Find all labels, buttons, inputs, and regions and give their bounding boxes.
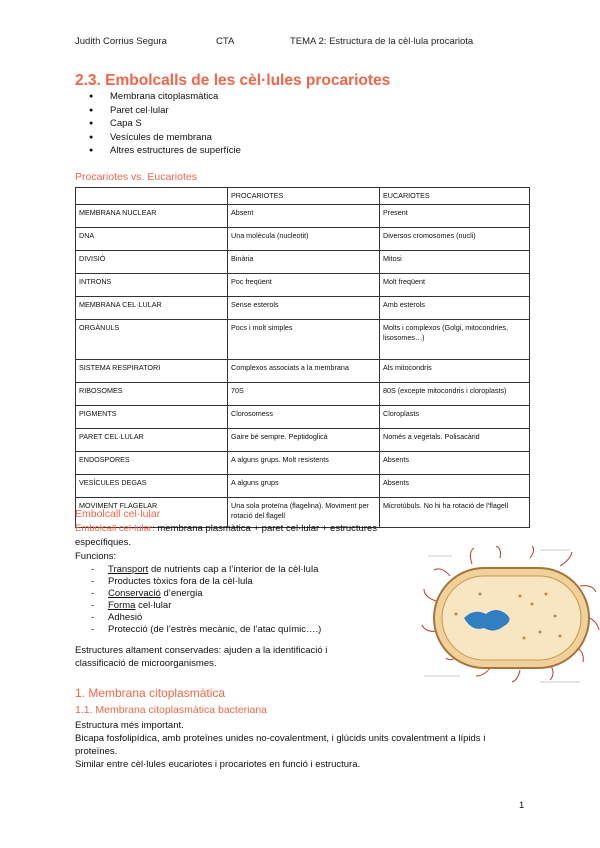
header-topic: TEMA 2: Estructura de la cèl·lula procariota xyxy=(290,36,474,47)
table-cell: Present xyxy=(380,205,530,228)
row-label-cell: SISTEMA RESPIRATORI xyxy=(76,360,228,383)
bacterial-cell-figure xyxy=(420,546,600,686)
table-cell: Clorosomess xyxy=(228,406,380,429)
list-item: ● Paret cel·lular xyxy=(92,104,241,118)
functions-list xyxy=(91,564,321,636)
function-keyword: Conservació xyxy=(108,588,161,599)
function-text: Adhesió xyxy=(108,612,143,623)
table-row xyxy=(76,274,530,297)
list-item xyxy=(91,576,321,588)
table-cell: Cloroplasts xyxy=(380,406,530,429)
table-cell: Una sola proteïna (flagelina). Moviment per rotació del flagell xyxy=(228,498,380,528)
table-cell: Poc freqüent xyxy=(228,274,380,297)
function-keyword: Forma xyxy=(108,600,136,611)
list-item xyxy=(91,600,321,612)
membrane-line-4: Similar entre cèl·lules eucariotes i procariotes en funció i estructura. xyxy=(75,759,361,770)
row-label-cell: INTRONS xyxy=(76,274,228,297)
membrane-line-1: Estructura més important. xyxy=(75,720,184,731)
definition-label: Embolcall cel·lular: xyxy=(75,523,155,534)
envelope-definition xyxy=(75,523,377,535)
section-title: 2.3. Embolcalls de les cèl·lules procariotes xyxy=(75,72,391,89)
table-cell: 80S (excepte mitocondris i cloroplasts) xyxy=(380,383,530,406)
table-row xyxy=(76,320,530,360)
table-row xyxy=(76,406,530,429)
table-header-cell: PROCARIOTES xyxy=(228,188,380,205)
table-cell: Una molècula (nucleotit) xyxy=(228,228,380,251)
function-text: de nutrients cap a l’interior de la cèl·lula xyxy=(148,564,319,575)
table-cell: A alguns grups. Molt resistents xyxy=(228,452,380,475)
list-item: ● Altres estructures de superfície xyxy=(92,144,241,158)
membrane-heading: 1. Membrana citoplasmàtica xyxy=(75,686,226,700)
row-label-cell: PIGMENTS xyxy=(76,406,228,429)
function-text: cel·lular xyxy=(135,600,172,611)
list-item: ● Membrana citoplasmàtica xyxy=(92,90,241,104)
function-text: d’energia xyxy=(160,588,203,599)
conserved-line-2: classificació de microorganismes. xyxy=(75,658,217,669)
definition-text-cont: específiques. xyxy=(75,537,131,548)
functions-label: Funcions: xyxy=(75,551,117,562)
list-item xyxy=(91,564,321,576)
membrane-line-2: Bicapa fosfolipídica, amb proteïnes unides no-covalentment, i glúcids units covalentment a lípids i xyxy=(75,733,486,744)
table-cell: A alguns grups xyxy=(228,475,380,498)
membrane-subheading: 1.1. Membrana citoplasmàtica bacteriana xyxy=(75,704,268,716)
table-cell: Gaire bé sempre. Peptidoglicà xyxy=(228,429,380,452)
table-cell: Pocs i molt simples xyxy=(228,320,380,360)
definition-text: membrana plasmàtica + paret cel·lular + estructures xyxy=(154,523,378,534)
table-cell: Sense esterols xyxy=(228,297,380,320)
row-label-cell: ORGÀNULS xyxy=(76,320,228,360)
table-cell: Absents xyxy=(380,452,530,475)
table-cell: Diversos cromosomes (nucli) xyxy=(380,228,530,251)
row-label-cell: DIVISIÓ xyxy=(76,251,228,274)
list-item: ● Vesícules de membrana xyxy=(92,131,241,145)
list-item xyxy=(91,612,321,624)
row-label-cell: DNA xyxy=(76,228,228,251)
function-text: Protecció (de l’estrès mecànic, de l’atac químic….) xyxy=(108,624,322,635)
list-item: ● Capa S xyxy=(92,117,241,131)
table-cell: Molt freqüent xyxy=(380,274,530,297)
table-cell: Microtúbuls. No hi ha rotació de l’flagell xyxy=(380,498,530,528)
table-cell: Només a vegetals. Polisacàrid xyxy=(380,429,530,452)
table-cell: Als mitocondris xyxy=(380,360,530,383)
table-header-cell: EUCARIOTES xyxy=(380,188,530,205)
list-item xyxy=(91,624,321,636)
table-cell: Mitosi xyxy=(380,251,530,274)
row-label-cell: ENDOSPORES xyxy=(76,452,228,475)
table-row xyxy=(76,429,530,452)
cell-membrane xyxy=(442,576,581,660)
table-cell: Amb esterols xyxy=(380,297,530,320)
envelope-heading: Embolcall cel·lular xyxy=(75,508,161,520)
comparison-table xyxy=(75,187,530,528)
table-title: Procariotes vs. Eucariotes xyxy=(75,171,197,183)
row-label-cell: MEMBRANA CEL·LULAR xyxy=(76,297,228,320)
table-cell: 70S xyxy=(228,383,380,406)
row-label-cell: VESÍCULES DEGAS xyxy=(76,475,228,498)
table-cell: Absents xyxy=(380,475,530,498)
envelope-list xyxy=(92,90,241,158)
row-label-cell: PARET CEL·LULAR xyxy=(76,429,228,452)
row-label-cell: MEMBRANA NUCLEAR xyxy=(76,205,228,228)
table-cell: Molts i complexos (Golgi, mitocondries, lisosomes…) xyxy=(380,320,530,360)
table-row xyxy=(76,383,530,406)
membrane-line-3: proteïnes. xyxy=(75,746,118,757)
row-label-cell: MOVIMENT FLAGELAR xyxy=(76,498,228,528)
table-row xyxy=(76,205,530,228)
table-cell: Absent xyxy=(228,205,380,228)
page-number: 1 xyxy=(519,800,525,811)
conserved-line-1: Estructures altament conservades: ajuden a la identificació i xyxy=(75,645,328,656)
function-text: Productes tòxics fora de la cèl·lula xyxy=(108,576,253,587)
table-row xyxy=(76,228,530,251)
function-keyword: Transport xyxy=(108,564,149,575)
table-row xyxy=(76,360,530,383)
table-cell: Binària xyxy=(228,251,380,274)
table-row xyxy=(76,475,530,498)
table-header-cell xyxy=(76,188,228,205)
table-row xyxy=(76,251,530,274)
header-author: Judith Corrius Segura xyxy=(75,36,167,47)
header-course: CTA xyxy=(216,36,235,47)
row-label-cell: RIBOSOMES xyxy=(76,383,228,406)
table-row xyxy=(76,297,530,320)
list-item xyxy=(91,588,321,600)
table-header-row xyxy=(76,188,530,205)
table-cell: Complexos associats a la membrana xyxy=(228,360,380,383)
table-row xyxy=(76,452,530,475)
